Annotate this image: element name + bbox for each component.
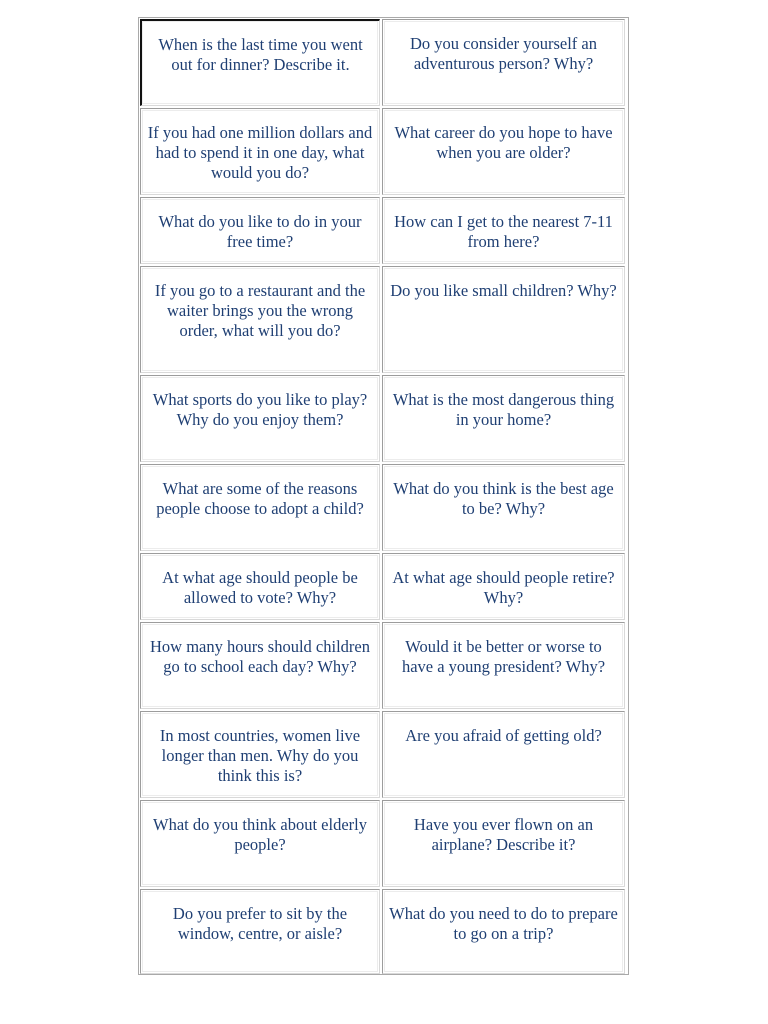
question-card: What sports do you like to play? Why do you enjoy them? bbox=[140, 375, 380, 462]
question-card: What career do you hope to have when you are older? bbox=[382, 108, 625, 195]
question-card: At what age should people be allowed to vote? Why? bbox=[140, 553, 380, 620]
question-card: What do you like to do in your free time? bbox=[140, 197, 380, 264]
question-card: Do you like small children? Why? bbox=[382, 266, 625, 373]
question-card: Do you consider yourself an adventurous person? Why? bbox=[382, 19, 625, 106]
question-card: Would it be better or worse to have a young president? Why? bbox=[382, 622, 625, 709]
question-card: How can I get to the nearest 7-11 from here? bbox=[382, 197, 625, 264]
question-card: Do you prefer to sit by the window, centre, or aisle? bbox=[140, 889, 380, 974]
question-card: If you go to a restaurant and the waiter brings you the wrong order, what will you do? bbox=[140, 266, 380, 373]
question-card: What do you think about elderly people? bbox=[140, 800, 380, 887]
question-card: How many hours should children go to school each day? Why? bbox=[140, 622, 380, 709]
question-card: What do you need to do to prepare to go on a trip? bbox=[382, 889, 625, 974]
question-card: Have you ever flown on an airplane? Describe it? bbox=[382, 800, 625, 887]
question-card: When is the last time you went out for dinner? Describe it. bbox=[140, 19, 380, 106]
question-card-grid bbox=[140, 19, 625, 976]
question-card: What do you think is the best age to be? Why? bbox=[382, 464, 625, 551]
question-card: In most countries, women live longer than men. Why do you think this is? bbox=[140, 711, 380, 798]
question-card: If you had one million dollars and had to spend it in one day, what would you do? bbox=[140, 108, 380, 195]
question-card: Are you afraid of getting old? bbox=[382, 711, 625, 798]
question-card: What are some of the reasons people choose to adopt a child? bbox=[140, 464, 380, 551]
question-card: At what age should people retire? Why? bbox=[382, 553, 625, 620]
question-card: What is the most dangerous thing in your home? bbox=[382, 375, 625, 462]
